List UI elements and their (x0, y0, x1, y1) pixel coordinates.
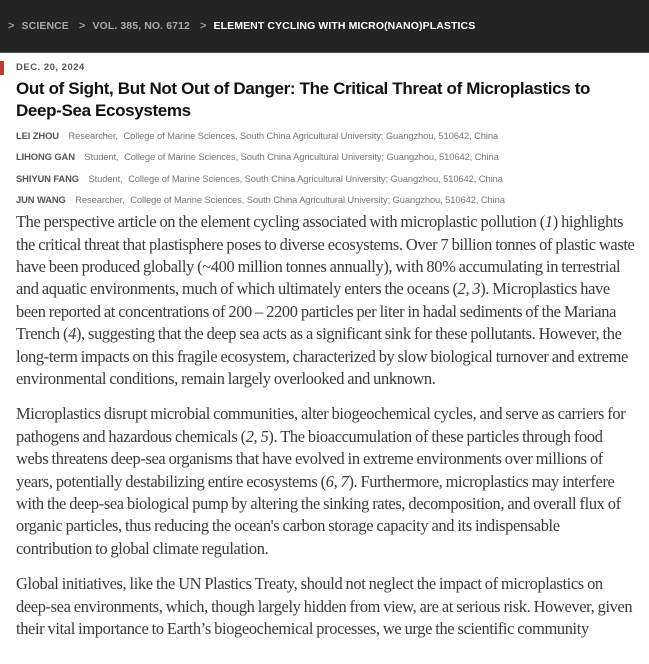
chevron-right-icon: > (199, 20, 207, 32)
author-role: Researcher, (75, 193, 125, 205)
article-header (0, 53, 649, 210)
paragraph-text: Global initiatives, like the UN Plastics Treaty, should not neglect the impact of microplastics on deep-sea environments, which, though largely hidden from view, are at serious risk. However, given their vital importance to Earth’s biogeochemical processes, we urge the scientific community (16, 574, 633, 639)
breadcrumb-link-journal[interactable]: SCIENCE (21, 20, 69, 32)
reference-link[interactable]: 2, 5 (245, 426, 269, 446)
author-entry (16, 125, 633, 146)
paragraph-text: Microplastics disrupt microbial communities, alter biogeochemical cycles, and serve as carriers for pathogens and hazardous chemicals ( (16, 404, 626, 446)
body-paragraph (16, 403, 637, 560)
author-name[interactable]: JUN WANG (16, 193, 66, 205)
author-affiliation: College of Marine Sciences, South China Agricultural University; Guangzhou, 510642, China (130, 193, 505, 205)
author-role: Student, (88, 172, 123, 184)
author-name[interactable]: SHIYUN FANG (16, 172, 79, 184)
author-entry (16, 146, 633, 167)
breadcrumb-item (198, 20, 475, 32)
article-body (0, 211, 649, 640)
reference-link[interactable]: 4 (68, 324, 76, 344)
author-role: Student, (84, 151, 119, 163)
reference-link[interactable]: 6, 7 (325, 471, 349, 491)
author-affiliation: College of Marine Sciences, South China Agricultural University; Guangzhou, 510642, China (123, 130, 499, 141)
paragraph-text: The perspective article on the element cycling associated with microplastic pollution ( (16, 212, 545, 232)
paragraph-text: ). Furthermore, microplastics may interfere with the deep-sea biological pump by altering the sinking rates, decomposition, and overall flux of organic particles, thus reducing the ocean's carbon storage capacity and its indispensable contribution to global climate regulation. (16, 471, 621, 558)
publication-date: DEC. 20, 2024 (16, 62, 85, 73)
body-paragraph (16, 211, 637, 390)
paragraph-text: ) highlights the critical threat that plastisphere poses to diverse ecosystems. Over 7 billion tonnes of plastic waste have been produced globally (~400 million tonnes annually), with 80% accumulating in terrestrial and aquatic environments, much of which ultimately enters the oceans ( (16, 212, 635, 299)
author-entry (16, 168, 633, 189)
accent-marker (0, 61, 4, 75)
reference-link[interactable]: 1 (544, 212, 553, 232)
chevron-right-icon: > (78, 20, 86, 32)
author-affiliation: College of Marine Sciences, South China Agricultural University; Guangzhou, 510642, China (124, 151, 499, 163)
paragraph-text: ). Microplastics have been reported at concentrations of 200 – 2200 particles per liter in hadal sediments of the Mariana Trench ( (16, 279, 617, 344)
paragraph-text: ). The bioaccumulation of these particles through food webs threatens deep-sea organisms that have evolved in extreme environments over millions of years, potentially destabilizing entire ecosystems ( (16, 426, 603, 491)
body-paragraph (16, 573, 637, 640)
breadcrumb-item (77, 20, 198, 32)
reference-link[interactable]: 2, 3 (457, 279, 481, 299)
author-name[interactable]: LEI ZHOU (16, 130, 59, 141)
author-entry (16, 189, 633, 210)
breadcrumb-current[interactable]: ELEMENT CYCLING WITH MICRO(NANO)PLASTICS (213, 20, 476, 32)
author-name[interactable]: LIHONG GAN (16, 151, 75, 163)
chevron-right-icon: > (8, 20, 15, 32)
paragraph-text: ), suggesting that the deep sea acts as a significant sink for these pollutants. However, the long-term impacts on this fragile ecosystem, characterized by slow biological turnover and extreme environmental conditions, remain largely overlooked and unknown. (16, 324, 628, 389)
author-list (16, 125, 633, 210)
author-role: Researcher, (68, 130, 118, 141)
breadcrumb-link-issue[interactable]: VOL. 385, NO. 6712 (92, 20, 190, 32)
breadcrumb (0, 0, 649, 53)
author-affiliation: College of Marine Sciences, South China Agricultural University; Guangzhou, 510642, China (128, 172, 503, 184)
breadcrumb-item (6, 20, 77, 32)
article-title: Out of Sight, But Not Out of Danger: The Critical Threat of Microplastics to Deep-Sea Ecosystems (16, 79, 591, 120)
